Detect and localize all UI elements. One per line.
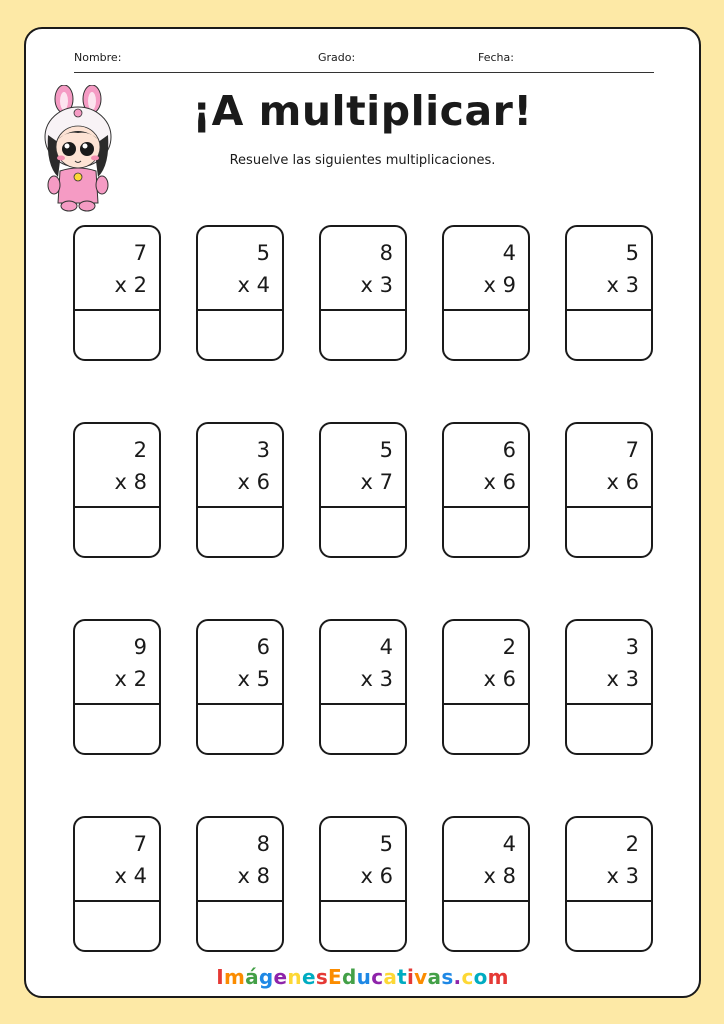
answer-box[interactable]	[444, 902, 528, 950]
multiplication-problem	[319, 619, 407, 755]
multiplicand: 6	[502, 438, 516, 462]
date-label: Fecha:	[478, 51, 514, 64]
multiplicand: 7	[625, 438, 639, 462]
problem-grid	[26, 29, 699, 996]
answer-box[interactable]	[567, 311, 651, 359]
answer-box[interactable]	[198, 311, 282, 359]
multiplication-problem	[73, 422, 161, 558]
multiplication-problem	[319, 816, 407, 952]
answer-box[interactable]	[567, 508, 651, 556]
problem-operands	[321, 227, 405, 311]
multiplicand: 4	[502, 832, 516, 856]
multiplier: x 8	[483, 864, 516, 888]
multiplicand: 5	[625, 241, 639, 265]
answer-box[interactable]	[444, 311, 528, 359]
problem-operands	[198, 621, 282, 705]
answer-box[interactable]	[198, 705, 282, 753]
answer-box[interactable]	[321, 902, 405, 950]
answer-box[interactable]	[75, 508, 159, 556]
multiplication-problem	[319, 422, 407, 558]
answer-box[interactable]	[321, 311, 405, 359]
multiplier: x 3	[360, 667, 393, 691]
answer-box[interactable]	[444, 705, 528, 753]
site-watermark: ImágenesEducativas.com	[216, 965, 509, 989]
multiplication-problem	[73, 816, 161, 952]
answer-box[interactable]	[75, 902, 159, 950]
answer-box[interactable]	[198, 508, 282, 556]
multiplicand: 8	[379, 241, 393, 265]
answer-box[interactable]	[321, 705, 405, 753]
multiplicand: 4	[379, 635, 393, 659]
problem-operands	[444, 818, 528, 902]
page-title: ¡A multiplicar!	[192, 87, 533, 135]
multiplier: x 3	[606, 864, 639, 888]
multiplication-problem	[565, 225, 653, 361]
multiplier: x 2	[114, 273, 147, 297]
multiplication-problem	[442, 619, 530, 755]
multiplier: x 3	[606, 273, 639, 297]
name-label: Nombre:	[74, 51, 122, 64]
multiplication-problem	[442, 816, 530, 952]
multiplicand: 7	[133, 241, 147, 265]
multiplier: x 8	[237, 864, 270, 888]
multiplication-problem	[196, 422, 284, 558]
problem-operands	[75, 227, 159, 311]
problem-operands	[444, 424, 528, 508]
multiplicand: 4	[502, 241, 516, 265]
multiplicand: 6	[256, 635, 270, 659]
grade-label: Grado:	[318, 51, 356, 64]
problem-operands	[75, 424, 159, 508]
problem-operands	[567, 227, 651, 311]
answer-box[interactable]	[321, 508, 405, 556]
multiplicand: 8	[256, 832, 270, 856]
answer-box[interactable]	[444, 508, 528, 556]
problem-operands	[567, 621, 651, 705]
multiplication-problem	[73, 225, 161, 361]
multiplier: x 6	[360, 864, 393, 888]
multiplier: x 3	[360, 273, 393, 297]
problem-operands	[444, 227, 528, 311]
problem-operands	[198, 818, 282, 902]
problem-operands	[567, 424, 651, 508]
multiplication-problem	[196, 619, 284, 755]
problem-operands	[198, 424, 282, 508]
answer-box[interactable]	[567, 902, 651, 950]
worksheet	[24, 27, 701, 998]
multiplier: x 8	[114, 470, 147, 494]
instructions: Resuelve las siguientes multiplicaciones.	[229, 153, 496, 168]
problem-operands	[444, 621, 528, 705]
problem-operands	[567, 818, 651, 902]
multiplicand: 5	[379, 438, 393, 462]
multiplier: x 6	[483, 667, 516, 691]
problem-operands	[321, 818, 405, 902]
multiplication-problem	[442, 422, 530, 558]
multiplication-problem	[319, 225, 407, 361]
multiplicand: 2	[502, 635, 516, 659]
answer-box[interactable]	[75, 705, 159, 753]
multiplication-problem	[565, 422, 653, 558]
multiplication-problem	[565, 816, 653, 952]
answer-box[interactable]	[75, 311, 159, 359]
multiplication-problem	[442, 225, 530, 361]
multiplication-problem	[196, 816, 284, 952]
multiplication-problem	[565, 619, 653, 755]
multiplicand: 7	[133, 832, 147, 856]
multiplier: x 6	[606, 470, 639, 494]
multiplicand: 5	[379, 832, 393, 856]
multiplier: x 6	[483, 470, 516, 494]
answer-box[interactable]	[567, 705, 651, 753]
problem-operands	[321, 424, 405, 508]
multiplicand: 5	[256, 241, 270, 265]
problem-operands	[75, 621, 159, 705]
multiplicand: 3	[625, 635, 639, 659]
multiplication-problem	[196, 225, 284, 361]
multiplier: x 4	[114, 864, 147, 888]
multiplier: x 7	[360, 470, 393, 494]
multiplicand: 9	[133, 635, 147, 659]
multiplier: x 2	[114, 667, 147, 691]
problem-operands	[321, 621, 405, 705]
multiplier: x 3	[606, 667, 639, 691]
multiplier: x 5	[237, 667, 270, 691]
multiplicand: 2	[133, 438, 147, 462]
problem-operands	[75, 818, 159, 902]
multiplicand: 3	[256, 438, 270, 462]
answer-box[interactable]	[198, 902, 282, 950]
problem-operands	[198, 227, 282, 311]
multiplier: x 9	[483, 273, 516, 297]
multiplier: x 4	[237, 273, 270, 297]
multiplicand: 2	[625, 832, 639, 856]
multiplication-problem	[73, 619, 161, 755]
multiplier: x 6	[237, 470, 270, 494]
